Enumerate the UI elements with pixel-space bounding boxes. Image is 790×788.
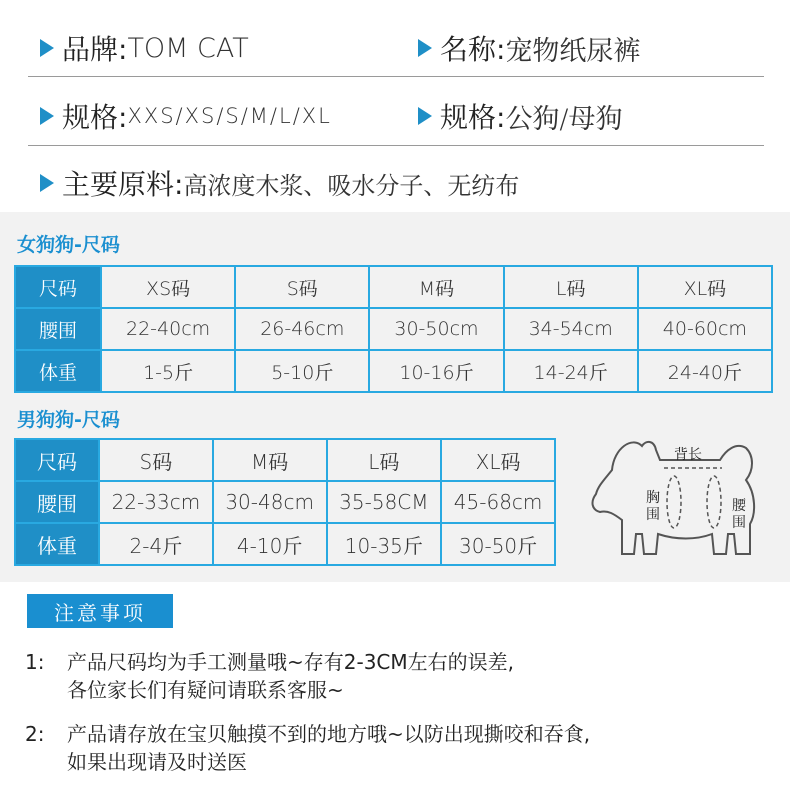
table-row-header: 体重: [15, 350, 101, 392]
name-row: [418, 28, 640, 68]
table-row-header: 尺码: [15, 266, 101, 308]
male-size-table: [14, 438, 556, 566]
notice-item: [25, 720, 590, 776]
table-cell: 30-50cm: [369, 308, 503, 350]
spec-label: 规格:: [62, 101, 128, 134]
notice-line: 产品请存放在宝贝触摸不到的地方哦~以防出现撕咬和吞食,: [67, 722, 591, 746]
table-cell: XL码: [441, 439, 555, 481]
table-cell: 45-68cm: [441, 481, 555, 523]
chest-label: 胸围: [646, 490, 660, 523]
brand-value: TOM CAT: [127, 32, 249, 64]
table-row-header: 体重: [15, 523, 99, 565]
table-row-header: 腰围: [15, 481, 99, 523]
table-cell: 35-58CM: [327, 481, 442, 523]
table-cell: 24-40斤: [638, 350, 772, 392]
name-value: 宠物纸尿裤: [505, 35, 641, 67]
notice-line: 产品尺码均为手工测量哦~存有2-3CM左右的误差,: [67, 650, 515, 674]
bullet-triangle-icon: [40, 39, 54, 57]
notice-item: [25, 648, 514, 704]
table-cell: 34-54cm: [504, 308, 638, 350]
bullet-triangle-icon: [418, 39, 432, 57]
table-row: [15, 308, 772, 350]
notice-num: 2:: [25, 722, 45, 746]
female-size-table: [14, 265, 773, 393]
material-label: 主要原料:: [62, 168, 184, 201]
material-value: 高浓度木浆、吸水分子、无纺布: [183, 171, 520, 200]
table-row: [15, 266, 772, 308]
table-row: [15, 439, 555, 481]
brand-row: [40, 28, 249, 68]
male-size-title: 男狗狗-尺码: [17, 409, 120, 431]
table-cell: 10-16斤: [369, 350, 503, 392]
table-cell: 22-40cm: [101, 308, 235, 350]
table-cell: XL码: [638, 266, 772, 308]
table-row-header: 尺码: [15, 439, 99, 481]
back-length-label: 背长: [674, 447, 702, 463]
notice-line: 如果出现请及时送医: [67, 750, 247, 774]
table-cell: 26-46cm: [235, 308, 369, 350]
table-cell: 1-5斤: [101, 350, 235, 392]
table-cell: 14-24斤: [504, 350, 638, 392]
waist-label: 腰围: [732, 498, 746, 531]
table-row: [15, 523, 555, 565]
divider: [28, 76, 764, 77]
divider: [28, 145, 764, 146]
table-cell: 5-10斤: [235, 350, 369, 392]
notice-line: 各位家长们有疑问请联系客服~: [67, 678, 344, 702]
table-cell: 2-4斤: [99, 523, 213, 565]
name-label: 名称:: [440, 33, 506, 66]
brand-label: 品牌:: [62, 33, 128, 66]
table-cell: S码: [99, 439, 213, 481]
table-cell: L码: [504, 266, 638, 308]
spec2-value: 公狗/母狗: [505, 103, 623, 135]
spec-value: XXS/XS/S/M/L/XL: [127, 104, 332, 128]
bullet-triangle-icon: [40, 107, 54, 125]
table-cell: 4-10斤: [213, 523, 327, 565]
table-cell: 10-35斤: [327, 523, 442, 565]
table-cell: S码: [235, 266, 369, 308]
dog-measure-diagram: [586, 430, 766, 568]
bullet-triangle-icon: [40, 174, 54, 192]
material-row: [40, 163, 519, 203]
table-cell: L码: [327, 439, 442, 481]
bullet-triangle-icon: [418, 107, 432, 125]
table-cell: XS码: [101, 266, 235, 308]
notice-title: 注意事项: [27, 594, 173, 628]
table-row: [15, 481, 555, 523]
table-cell: M码: [213, 439, 327, 481]
female-size-title: 女狗狗-尺码: [17, 234, 120, 256]
spec-row: [40, 96, 332, 136]
table-row-header: 腰围: [15, 308, 101, 350]
spec2-label: 规格:: [440, 101, 506, 134]
table-cell: 30-50斤: [441, 523, 555, 565]
table-row: [15, 350, 772, 392]
table-cell: M码: [369, 266, 503, 308]
table-cell: 30-48cm: [213, 481, 327, 523]
spec2-row: [418, 96, 623, 136]
notice-num: 1:: [25, 650, 45, 674]
table-cell: 40-60cm: [638, 308, 772, 350]
table-cell: 22-33cm: [99, 481, 213, 523]
